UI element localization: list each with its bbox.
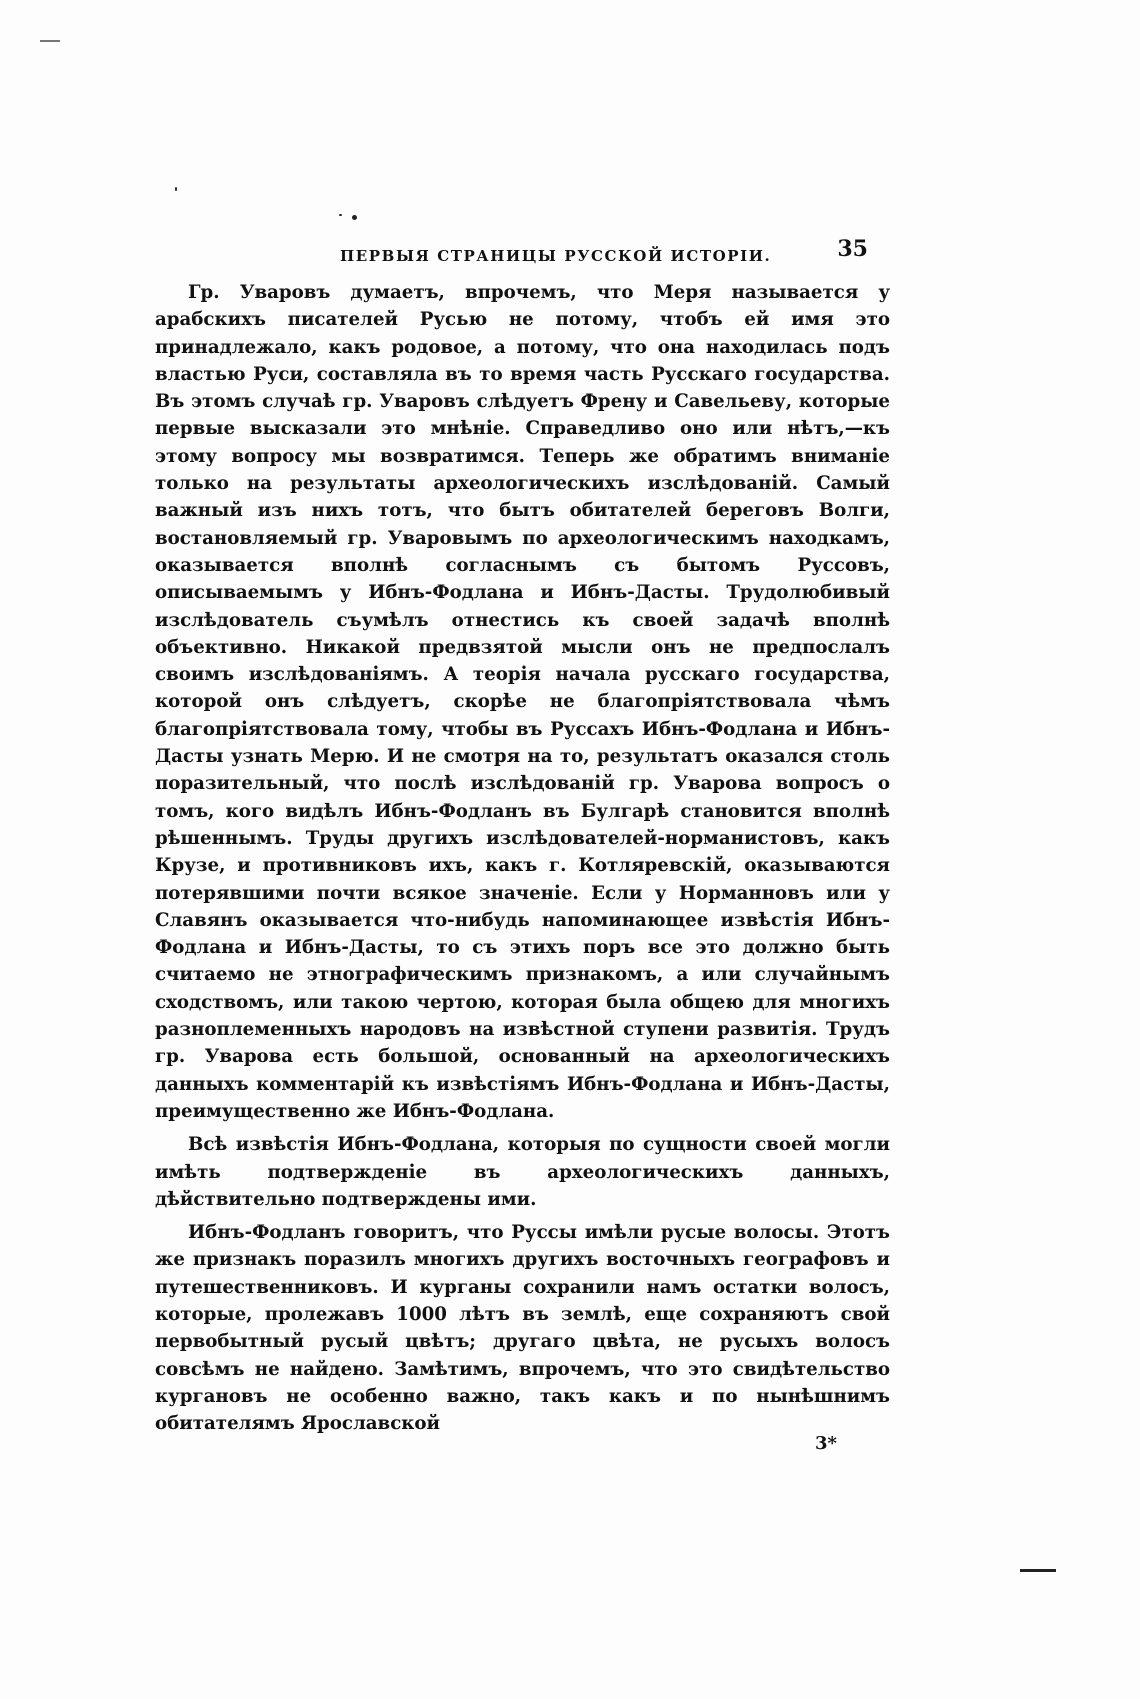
paragraph-2: Всѣ извѣстія Ибнъ-Фодлана, которыя по сущности своей могли имѣть подтвержденіе въ археологическихъ данныхъ, дѣйствительно подтверждены ими.: [155, 1134, 890, 1210]
scan-speck-1: [352, 215, 357, 220]
page-number: 35: [837, 236, 868, 262]
scan-edge-mark-top-left: [40, 40, 60, 42]
body-text: [155, 279, 890, 1437]
scan-speck-3: [175, 187, 177, 191]
running-title: ПЕРВЫЯ СТРАНИЦЫ РУССКОЙ ИСТОРІИ.: [340, 247, 772, 265]
book-page: [155, 235, 890, 1443]
scan-speck-2: [339, 214, 342, 216]
paragraph-1: Гр. Уваровъ думаетъ, впрочемъ, что Меря называется у арабскихъ писателей Русью не потому, чтобъ ей имя это принадлежало, какъ родовое, а потому, что она находилась подъ властью Руси, составляла въ то время часть Русскаго государства. Въ этомъ случаѣ гр. Уваровъ слѣдуетъ Френу и Савельеву, которые первые высказали это мнѣніе. Справедливо оно или нѣтъ,—къ этому вопросу мы возвратимся. Теперь же обратимъ вниманіе только на результаты археологическихъ изслѣдованій. Самый важный изъ нихъ тотъ, что бытъ обитателей береговъ Волги, востановляемый гр. Уваровымъ по археологическимъ находкамъ, оказывается вполнѣ согласнымъ съ бытомъ Руссовъ, описываемымъ у Ибнъ-Фодлана и Ибнъ-Дасты. Трудолюбивый изслѣдователь съумѣлъ отнестись къ своей задачѣ вполнѣ объективно. Никакой предвзятой мысли онъ не предпослалъ своимъ изслѣдованіямъ. А теорія начала русскаго государства, которой онъ слѣдуетъ, скорѣе не благопріятствовала чѣмъ благопріятствовала тому, чтобы въ Руссахъ Ибнъ-Фодлана и Ибнъ-Дасты узнать Мерю. И не смотря на то, результатъ оказался столь поразительный, что послѣ изслѣдованій гр. Уварова вопросъ о томъ, кого видѣлъ Ибнъ-Фодланъ въ Булгарѣ становится вполнѣ рѣшеннымъ. Труды другихъ изслѣдователей-норманистовъ, какъ Крузе, и противниковъ ихъ, какъ г. Котляревскій, оказываются потерявшими почти всякое значеніе. Если у Норманновъ или у Славянъ оказывается что-нибудь напоминающее извѣстія Ибнъ-Фодлана и Ибнъ-Дасты, то съ этихъ поръ все это должно быть считаемо не этнографическимъ признакомъ, а или случайнымъ сходствомъ, или такою чертою, которая была общею для многихъ разноплеменныхъ народовъ на извѣстной ступени развитія. Трудъ гр. Уварова есть большой, основанный на археологическихъ данныхъ комментарій къ извѣстіямъ Ибнъ-Фодлана и Ибнъ-Дасты, преимущественно же Ибнъ-Фодлана.: [155, 282, 890, 1122]
scan-edge-mark-bottom-right: [1020, 1569, 1056, 1572]
page-header: [155, 235, 890, 277]
signature-mark: 3*: [815, 1433, 837, 1454]
paragraph-3: Ибнъ-Фодланъ говоритъ, что Руссы имѣли русые волосы. Этотъ же признакъ поразилъ многихъ другихъ восточныхъ географовъ и путешественниковъ. И курганы сохранили намъ остатки волосъ, которые, пролежавъ 1000 лѣтъ въ землѣ, еще сохраняютъ свой первобытный русый цвѣтъ; другаго цвѣта, не русыхъ волосъ совсѣмъ не найдено. Замѣтимъ, впрочемъ, что это свидѣтельство кургановъ не особенно важно, такъ какъ и по нынѣшнимъ обитателямъ Ярославской: [155, 1222, 890, 1435]
